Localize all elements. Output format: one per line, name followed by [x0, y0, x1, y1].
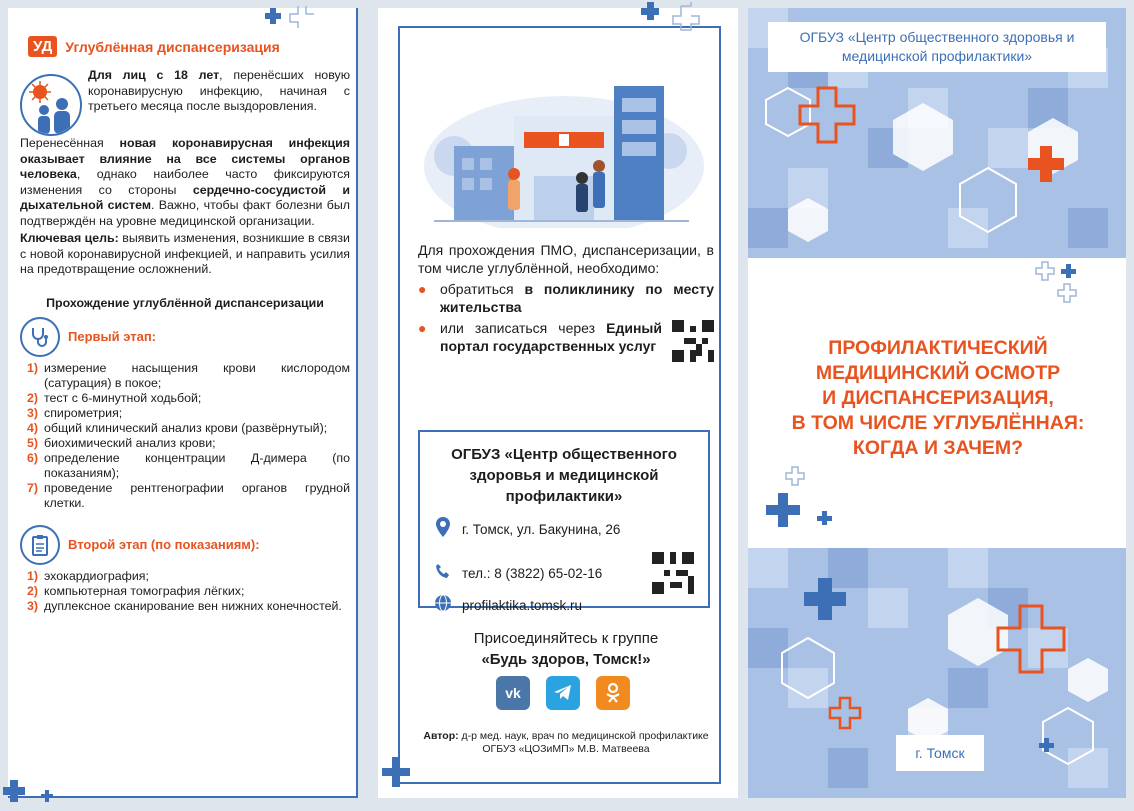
vk-icon[interactable]: vk — [496, 676, 530, 710]
author-text: д-р мед. наук, врач по медицинской профилактике ОГБУЗ «ЦОЗиМП» М.В. Матвеева — [458, 730, 709, 755]
odnoklassniki-icon[interactable] — [596, 676, 630, 710]
site-row — [434, 594, 694, 617]
join-line2: «Будь здоров, Томск!» — [481, 651, 651, 668]
item-text: эхокардиография; — [44, 568, 149, 583]
goal-label: Ключевая цель: — [20, 231, 119, 245]
title-line: И ДИСПАНСЕРИЗАЦИЯ, — [822, 387, 1054, 409]
intro-bold: Для лиц с 18 лет — [88, 68, 220, 82]
stage1-header — [20, 317, 350, 357]
bullet-text — [440, 320, 662, 355]
bullet-portal — [418, 320, 714, 362]
text-bold: сердечно-сосудистой и дыхательной систем — [20, 182, 350, 212]
text-span: Перенесённая — [20, 136, 120, 150]
item-text: биохимический анализ крови; — [44, 435, 216, 450]
stage1-title: Первый этап: — [68, 328, 156, 344]
item-text: компьютерная томография лёгких; — [44, 583, 245, 598]
title-line: КОГДА И ЗАЧЕМ? — [852, 437, 1024, 459]
list-item — [20, 436, 350, 451]
item-number: 1) — [26, 568, 38, 583]
globe-icon — [434, 594, 452, 617]
plus-decoration — [1028, 258, 1088, 308]
stage2-title: Второй этап (по показаниям): — [68, 536, 260, 552]
item-text: проведение рентгенографии органов грудной клетки. — [44, 480, 350, 510]
stage1-list — [20, 361, 350, 511]
phone-group — [434, 563, 602, 584]
cover-city: г. Томск — [896, 735, 984, 771]
ud-badge: УД — [28, 36, 57, 57]
item-text: спирометрия; — [44, 405, 123, 420]
text-bold: в поликлинику по месту жительства — [440, 281, 714, 315]
item-number: 6) — [26, 450, 38, 465]
location-pin-icon — [434, 517, 452, 542]
plus-decoration — [0, 776, 60, 804]
list-item — [20, 569, 350, 584]
text-bold: Единый портал государственных услуг — [440, 320, 662, 354]
item-text: измерение насыщения крови кислородом (сатурация) в покое; — [44, 360, 350, 390]
title-line: МЕДИЦИНСКИЙ ОСМОТР — [815, 362, 1061, 384]
item-number: 4) — [26, 420, 38, 435]
stage2-header — [20, 525, 350, 565]
text-bold: новая коронавирусная инфекция оказывает влияние на все системы органов человека — [20, 136, 350, 181]
section-title: Углублённая диспансеризация — [65, 38, 280, 55]
goal-paragraph — [20, 231, 350, 278]
item-number: 3) — [26, 598, 38, 613]
impact-paragraph — [20, 136, 350, 229]
item-number: 2) — [26, 390, 38, 405]
plus-decoration — [764, 463, 844, 533]
phone-text[interactable]: тел.: 8 (3822) 65-02-16 — [462, 565, 603, 581]
bullet-dot: ● — [418, 281, 427, 297]
list-item — [20, 481, 350, 511]
intro-text — [88, 68, 350, 136]
phone-row — [434, 552, 694, 594]
clinic-illustration — [414, 46, 704, 228]
item-text: дуплексное сканирование вен нижних конечностей. — [44, 598, 342, 613]
bullet-clinic — [418, 281, 714, 316]
qr-code-icon[interactable] — [652, 552, 694, 594]
item-number: 7) — [26, 480, 38, 495]
plus-decoration — [258, 6, 358, 28]
contact-box — [418, 430, 710, 613]
plus-decoration — [633, 2, 723, 32]
title-line: В ТОМ ЧИСЛЕ УГЛУБЛЁННАЯ: — [791, 412, 1085, 434]
list-item — [20, 406, 350, 421]
panel-left-body — [20, 68, 350, 614]
join-line1: Присоединяйтесь к группе — [473, 630, 659, 647]
item-text: тест с 6-минутной ходьбой; — [44, 390, 202, 405]
list-item — [20, 584, 350, 599]
qr-code-icon[interactable] — [672, 320, 714, 362]
bullet-dot: ● — [418, 320, 427, 336]
item-number: 1) — [26, 360, 38, 375]
contact-org: ОГБУЗ «Центр общественного здоровья и медицинской профилактики» — [451, 446, 677, 505]
author-note — [418, 730, 714, 756]
site-link[interactable]: profilaktika.tomsk.ru — [462, 598, 583, 613]
cover-title — [768, 336, 1108, 461]
goal-text: выявить изменения, возникшие в связи с новой коронавирусной инфекцией, и направить усилия на предотвращение осложнений. — [20, 231, 350, 276]
item-text: определение концентрации Д-димера (по показаниям); — [44, 450, 350, 480]
section-header — [28, 36, 280, 57]
list-item — [20, 391, 350, 406]
join-group — [418, 628, 714, 670]
text-span: или записаться через — [440, 320, 607, 336]
social-links — [496, 676, 630, 710]
panel-cover — [748, 8, 1126, 798]
clipboard-icon — [20, 525, 60, 565]
list-item — [20, 361, 350, 391]
panel-left — [8, 8, 358, 798]
process-title: Прохождение углублённой диспансеризации — [46, 295, 324, 310]
text-span: , однако наиболее часто фиксируются изменения со стороны — [20, 167, 350, 197]
address-row — [434, 517, 694, 542]
text-span: обратиться — [440, 281, 525, 297]
text-span: . Важно, чтобы факт болезни был подтверждён на уровне медицинской организации. — [20, 198, 350, 228]
address-text: г. Томск, ул. Бакунина, 26 — [462, 522, 621, 537]
phone-icon — [434, 563, 452, 584]
intro-rest: , перенёсших новую коронавирусную инфекцию, начиная с третьего месяца после выздоровления. — [88, 68, 350, 113]
intro-block — [20, 68, 350, 136]
telegram-icon[interactable] — [546, 676, 580, 710]
item-number: 5) — [26, 435, 38, 450]
item-text: общий клинический анализ крови (развёрнутый); — [44, 420, 328, 435]
instructions — [418, 242, 714, 362]
author-label: Автор: — [423, 730, 459, 742]
cover-org: ОГБУЗ «Центр общественного здоровья и медицинской профилактики» — [768, 22, 1106, 72]
item-number: 3) — [26, 405, 38, 420]
list-item — [20, 599, 350, 614]
item-number: 2) — [26, 583, 38, 598]
stage2-list — [20, 569, 350, 614]
title-line: ПРОФИЛАКТИЧЕСКИЙ — [828, 337, 1048, 359]
family-virus-icon — [20, 74, 82, 136]
list-item — [20, 421, 350, 436]
stethoscope-icon — [20, 317, 60, 357]
list-item — [20, 451, 350, 481]
bullet-text — [440, 281, 714, 316]
panel-middle — [378, 8, 738, 798]
instructions-intro: Для прохождения ПМО, диспансеризации, в том числе углублённой, необходимо: — [418, 242, 714, 276]
